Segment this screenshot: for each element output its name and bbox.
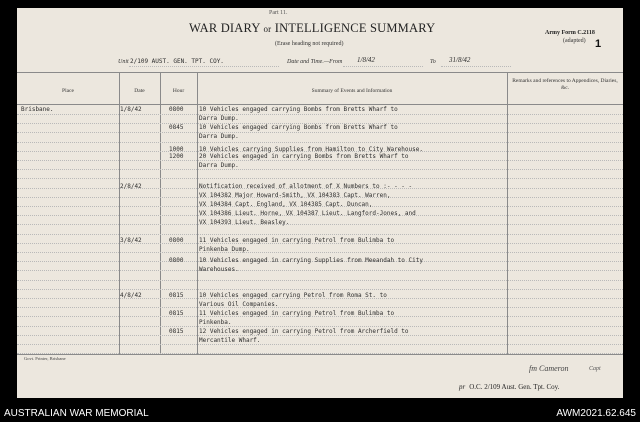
ruled-line [17, 270, 623, 271]
pencil-reference: Part 11. [269, 10, 288, 16]
entry-summary-line: 10 Vehicles engaged carrying Bombs from Bretts Wharf to [199, 124, 398, 131]
col-header-hour: Hour [172, 88, 185, 94]
ruled-line [17, 252, 623, 253]
ruled-line [17, 224, 623, 225]
title-war-diary: WAR DIARY [189, 21, 261, 35]
entry-hour: 0800 [169, 257, 184, 264]
ruled-line [17, 326, 623, 327]
unit-dotline [129, 66, 279, 67]
title-intelligence-summary: INTELLIGENCE SUMMARY [274, 21, 436, 35]
entry-hour: 0815 [169, 328, 184, 335]
entry-summary-line: 20 Vehicles engaged in carrying Bombs from Bretts Wharf to [199, 153, 409, 160]
entry-summary-line: 11 Vehicles engaged in carrying Petrol from Bulimba to [199, 310, 395, 317]
ruled-line [17, 280, 623, 281]
date-to-value: 31/8/42 [449, 56, 471, 64]
ruled-line [17, 132, 623, 133]
diary-sheet [17, 8, 623, 398]
entry-summary-line: VX 104386 Lieut. Horne, VX 104387 Lieut. Langford-Jones, and [199, 210, 416, 217]
entry-summary-line: 10 Vehicles engaged in carrying Supplies from Meeandah to City [199, 257, 423, 264]
entry-hour: 0815 [169, 292, 184, 299]
table-top-border [17, 72, 623, 73]
page-number: 1 [595, 38, 602, 50]
entry-place: Brisbane. [21, 106, 54, 113]
ruled-line [17, 289, 623, 290]
ruled-line [17, 353, 623, 354]
ruled-line [17, 114, 623, 115]
entry-summary-line: 12 Vehicles engaged in carrying Petrol from Archerfield to [199, 328, 409, 335]
entry-summary-line: 10 Vehicles engaged carrying Petrol from Roma St. to [199, 292, 387, 299]
col-header-date: Date [134, 88, 145, 94]
entry-hour: 0800 [169, 106, 184, 113]
entry-hour: 0845 [169, 124, 184, 131]
entry-hour: 1200 [169, 153, 184, 160]
ruled-line [17, 142, 623, 143]
col-header-place: Place [62, 88, 74, 94]
date-from-dotline [343, 66, 423, 67]
entry-date: 2/8/42 [120, 183, 142, 190]
ruled-line [17, 160, 623, 161]
entry-summary-line: 10 Vehicles carrying Supplies from Hamilton to City Warehouse. [199, 146, 423, 153]
entry-summary-line: Darra Dump. [199, 162, 239, 169]
army-form-adapted: (adapted) [563, 38, 586, 44]
entry-hour: 0800 [169, 237, 184, 244]
entry-summary-line: Warehouses. [199, 266, 239, 273]
date-from-value: 1/8/42 [357, 56, 375, 64]
date-to-dotline [441, 66, 511, 67]
entry-summary-line: Mercantile Wharf. [199, 337, 261, 344]
entry-summary-line: Pinkenba Dump. [199, 246, 250, 253]
signing-initial: pr [459, 383, 466, 391]
ruled-line [17, 344, 623, 345]
date-to-label: To [430, 59, 436, 65]
entry-summary-line: VX 104382 Major Howard-Smith, VX 104383 Capt. Warren, [199, 192, 391, 199]
ruled-line [17, 234, 623, 235]
entry-date: 1/8/42 [120, 106, 142, 113]
col-header-remarks: Remarks and references to Appendices, Diaries, &c. [512, 78, 618, 91]
entry-hour: 0815 [169, 310, 184, 317]
entry-summary-line: Darra Dump. [199, 115, 239, 122]
entry-summary-line: Pinkenba. [199, 319, 232, 326]
caption-left: AUSTRALIAN WAR MEMORIAL [4, 408, 149, 419]
table-header-border [17, 104, 623, 105]
entry-summary-line: Darra Dump. [199, 133, 239, 140]
entry-summary-line: 10 Vehicles engaged carrying Bombs from Bretts Wharf to [199, 106, 398, 113]
title-or: or [263, 24, 272, 34]
entry-hour: 1000 [169, 146, 184, 153]
signing-officer-text: O.C. 2/109 Aust. Gen. Tpt. Coy. [469, 383, 560, 391]
entry-date: 4/8/42 [120, 292, 142, 299]
entry-summary-line: Notification received of allotment of X Numbers to :- - - - [199, 183, 413, 190]
ruled-line [17, 178, 623, 179]
entry-summary-line: Various Oil Companies. [199, 301, 279, 308]
unit-label: Unit [118, 59, 129, 65]
signing-officer-line [459, 383, 559, 391]
caption-right: AWM2021.62.645 [556, 408, 636, 419]
entry-summary-line: VX 104384 Capt. England, VX 104385 Capt. Duncan, [199, 201, 373, 208]
entry-date: 3/8/42 [120, 237, 142, 244]
entry-summary-line: 11 Vehicles engaged in carrying Petrol from Bulimba to [199, 237, 395, 244]
date-from-label: Date and Time.—From [287, 59, 343, 65]
ruled-line [17, 307, 623, 308]
ruled-line [17, 169, 623, 170]
army-form-number: Army Form C.2118 [545, 30, 595, 36]
form-title [189, 21, 435, 36]
signature-rank: Capt [589, 366, 601, 372]
caption-bar [0, 405, 640, 422]
entry-summary-line: VX 104393 Lieut. Beasley. [199, 219, 290, 226]
printer-imprint: Govt. Printer, Brisbane [24, 356, 66, 361]
signature: fm Cameron [529, 364, 569, 373]
unit-value: 2/109 AUST. GEN. TPT. COY. [130, 58, 224, 65]
form-subtitle: (Erase heading not required) [275, 41, 344, 47]
col-header-summary: Summary of Events and Information [311, 88, 393, 94]
